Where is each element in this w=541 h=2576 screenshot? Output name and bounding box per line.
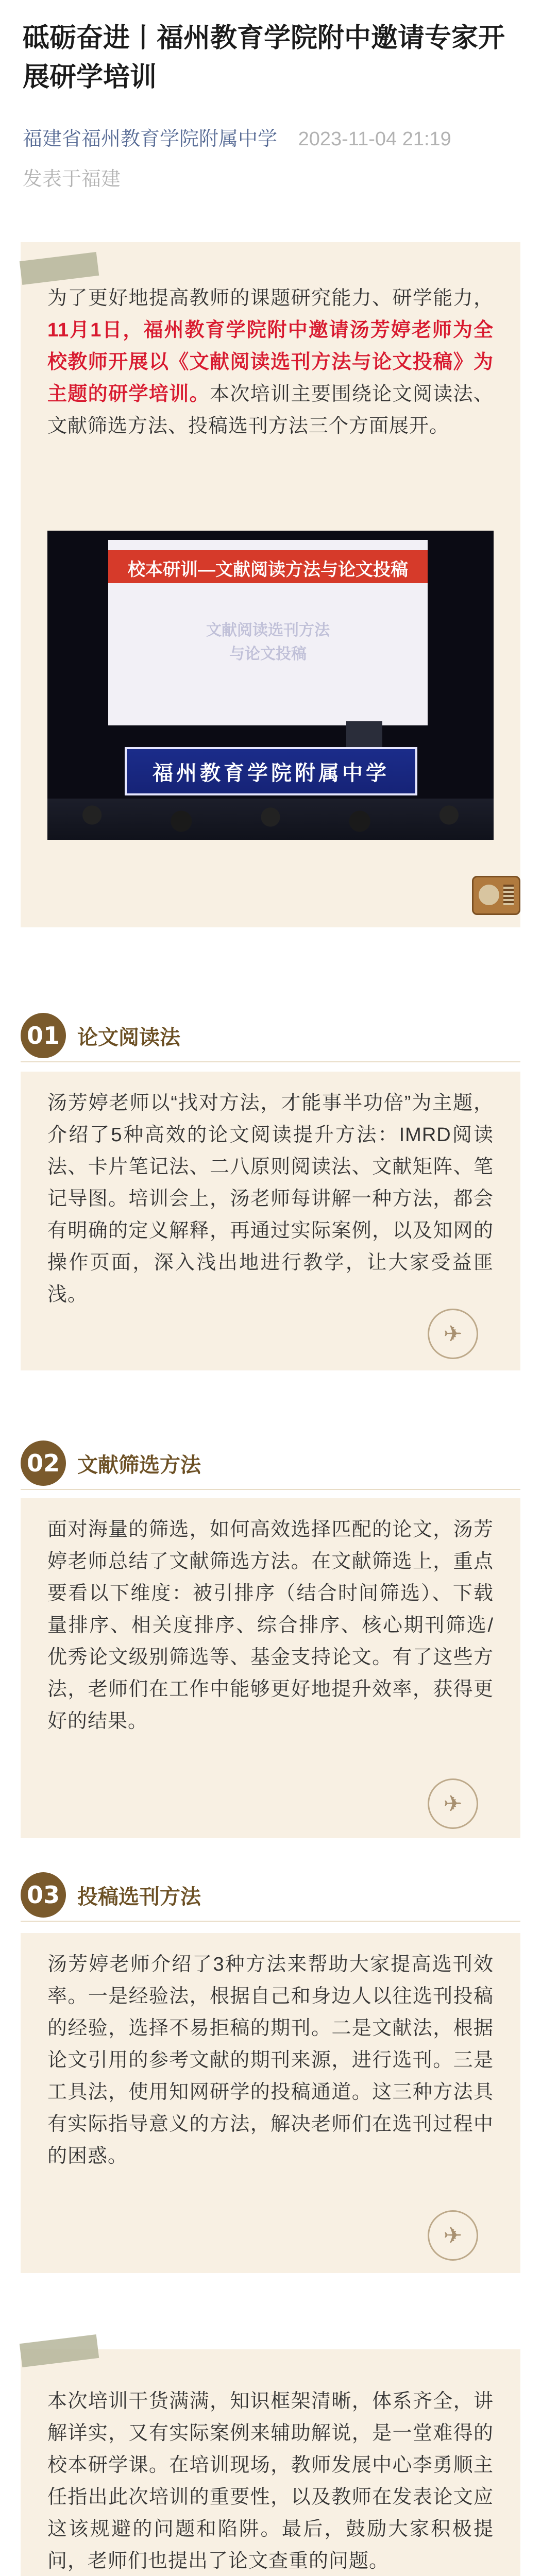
section-header-2 xyxy=(21,1440,520,1487)
airplane-stamp-icon: ✈ xyxy=(428,2210,478,2261)
publish-time: 2023-11-04 21:19 xyxy=(298,128,451,150)
screen-title: 校本研训—文献阅读方法与论文投稿 xyxy=(128,560,408,580)
section-title: 文献筛选方法 xyxy=(77,1454,201,1477)
section-divider xyxy=(21,1061,520,1062)
section-header-3 xyxy=(21,1872,520,1919)
intro-highlight: 11月1日，福州教育学院附中邀请汤芳婷老师为全校教师开展以《文献阅读选刊方法与论文投稿》为主题的研学培训。 xyxy=(47,319,494,405)
section-number: 03 xyxy=(21,1872,66,1918)
audience xyxy=(47,799,494,840)
publish-location: 发表于福建 xyxy=(23,168,121,190)
section-2-text: 面对海量的筛选，如何高效选择匹配的论文，汤芳婷老师总结了文献筛选方法。在文献筛选上，重点要看以下维度：被引排序（结合时间筛选）、下载量排序、相关度排序、综合排序、核心期刊筛选/优秀论文级别筛选等、基金支持论文。有了这些方法，老师们在工作中能够更好地提升效率，获得更好的结果。 xyxy=(47,1519,494,1732)
school-banner: 福州教育学院附属中学 xyxy=(125,747,417,795)
projector-screen xyxy=(108,540,428,725)
airplane-stamp-icon: ✈ xyxy=(428,1778,478,1829)
account-link[interactable]: 福建省福州教育学院附属中学 xyxy=(23,128,278,150)
screen-line-2: 与论文投稿 xyxy=(229,646,307,663)
section-number: 01 xyxy=(21,1013,66,1058)
airplane-stamp-icon: ✈ xyxy=(428,1309,478,1359)
section-title: 投稿选刊方法 xyxy=(77,1886,201,1908)
article-title: 砥砺奋进丨福州教育学院附中邀请专家开展研学培训 xyxy=(23,23,505,92)
summary-paragraph: 本次培训干货满满，知识框架清晰，体系齐全，讲解详实，又有实际案例来辅助解说，是一堂难得的校本研学课。在培训现场，教师发展中心李勇顺主任指出此次培训的重要性，以及教师在发表论文应这该规避的问题和陷阱。最后，鼓励大家积极提问，老师们也提出了论文查重的问题。 xyxy=(47,2391,494,2572)
section-header-1 xyxy=(21,1013,520,1059)
section-3-text: 汤芳婷老师介绍了3种方法来帮助大家提高选刊效率。一是经验法，根据自己和身边人以往选刊投稿的经验，选择不易拒稿的期刊。二是文献法，根据论文引用的参考文献的期刊来源，进行选刊。三是工具法，使用知网研学的投稿通道。这三种方法具有实际指导意义的方法，解决老师们在选刊过程中的困惑。 xyxy=(47,1954,494,2167)
screen-line-1: 文献阅读选刊方法 xyxy=(206,622,330,639)
section-number: 02 xyxy=(21,1440,66,1486)
section-1-text: 汤芳婷老师以“找对方法，才能事半功倍”为主题，介绍了5种高效的论文阅读提升方法：IMRD阅读法、卡片笔记法、二八原则阅读法、文献矩阵、笔记导图。培训会上，汤老师每讲解一种方法，都会有明确的定义解释，再通过实际案例，以及知网的操作页面，深入浅出地进行教学，让大家受益匪浅。 xyxy=(47,1092,494,1306)
intro-text-before: 为了更好地提高教师的课题研究能力、研学能力， xyxy=(47,287,494,309)
section-divider xyxy=(21,1921,520,1922)
intro-text-after: 本次培训主要围绕论文阅读法、文献筛选方法、投稿选刊方法三个方面展开。 xyxy=(47,383,494,437)
section-title: 论文阅读法 xyxy=(77,1026,180,1049)
radio-icon xyxy=(472,876,520,915)
section-divider xyxy=(21,1489,520,1490)
training-photo-1 xyxy=(47,531,494,840)
article-meta xyxy=(23,123,451,151)
intro-paragraph xyxy=(47,282,494,442)
